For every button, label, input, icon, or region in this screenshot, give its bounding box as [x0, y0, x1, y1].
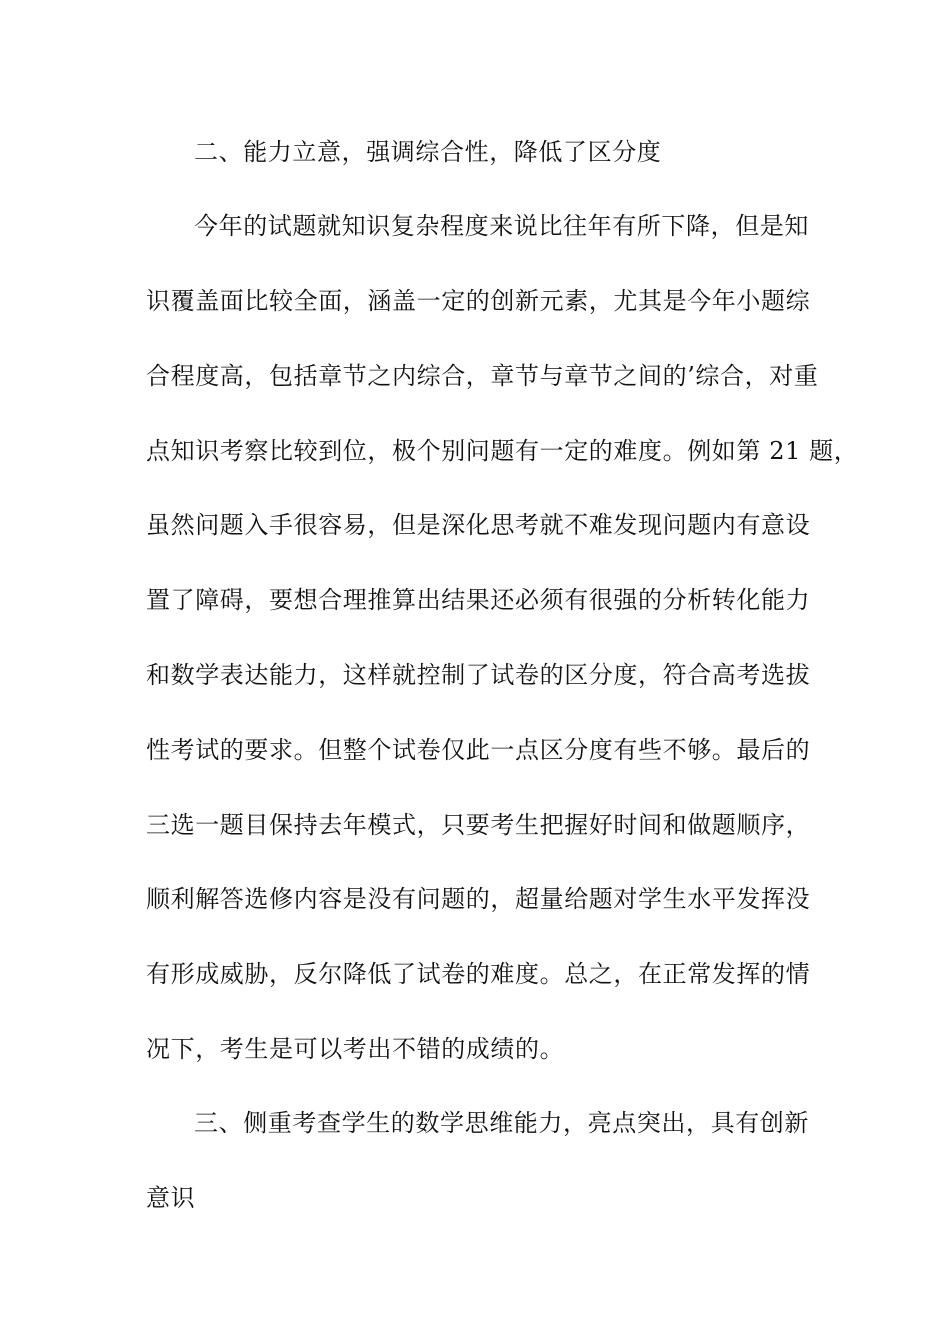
paragraph-line: 和数学表达能力，这样就控制了试卷的区分度，符合高考选拔 — [146, 661, 811, 689]
paragraph-line: 况下，考生是可以考出不错的成绩的。 — [146, 1035, 565, 1063]
paragraph-line: 三选一题目保持去年模式，只要考生把握好时间和做题顺序， — [146, 811, 811, 839]
section-heading-3-line: 意识 — [146, 1184, 196, 1212]
paragraph-line: 性考试的要求。但整个试卷仅此一点区分度有些不够。最后的 — [146, 736, 811, 764]
paragraph-line: 点知识考察比较到位，极个别问题有一定的难度。例如第 21 题， — [146, 437, 859, 465]
paragraph-line: 置了障碍，要想合理推算出结果还必须有很强的分析转化能力 — [146, 586, 811, 614]
paragraph-line: 虽然问题入手很容易，但是深化思考就不难发现问题内有意设 — [146, 511, 811, 539]
paragraph-line: 识覆盖面比较全面，涵盖一定的创新元素，尤其是今年小题综 — [146, 287, 811, 315]
paragraph-line: 有形成威胁，反尔降低了试卷的难度。总之，在正常发挥的情 — [146, 960, 811, 988]
paragraph-line: 合程度高，包括章节之内综合，章节与章节之间的’综合，对重 — [146, 362, 819, 390]
section-heading-2: 二、能力立意，强调综合性，降低了区分度 — [194, 138, 662, 166]
section-heading-3-line: 三、侧重考查学生的数学思维能力，亮点突出，具有创新 — [194, 1109, 809, 1137]
paragraph-line: 今年的试题就知识复杂程度来说比往年有所下降，但是知 — [194, 212, 809, 240]
paragraph-line: 顺利解答选修内容是没有问题的，超量给题对学生水平发挥没 — [146, 885, 811, 913]
